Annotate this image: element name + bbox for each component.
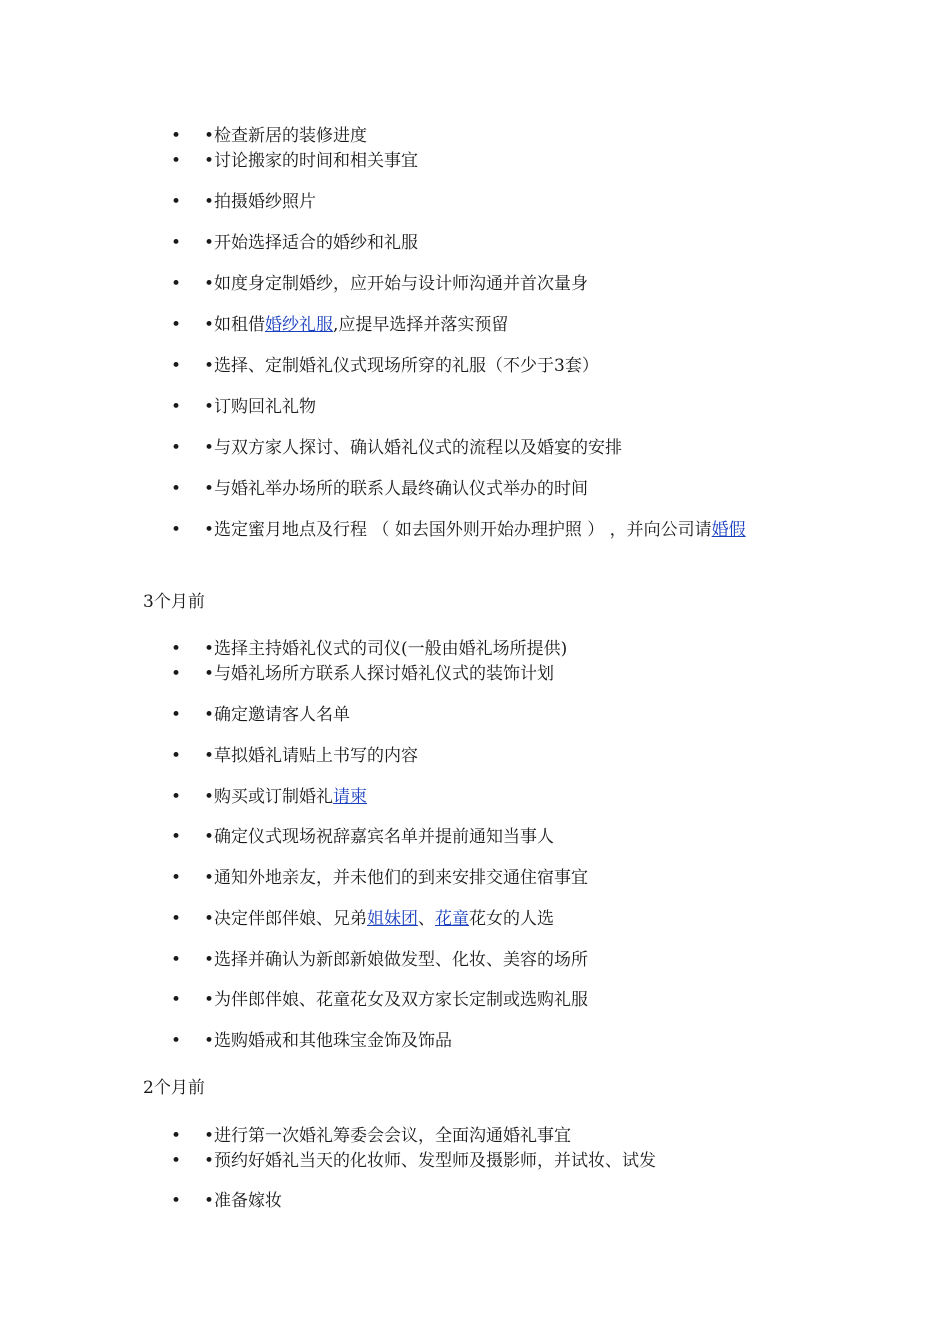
bullet: • — [171, 1151, 182, 1171]
list-item-text — [204, 518, 804, 543]
section-heading: 3个月前 — [143, 592, 205, 612]
bullet: • — [171, 950, 182, 970]
section-heading: 2个月前 — [143, 1078, 205, 1098]
list-item-text: •选择并确认为新郎新娘做发型、化妆、美容的场所 — [204, 950, 589, 970]
bullet: • — [171, 746, 182, 766]
bullet: • — [171, 315, 182, 335]
list-item-text — [204, 785, 804, 810]
bullet: • — [171, 520, 182, 540]
list-item-text — [204, 313, 804, 338]
list-item-text: •检查新居的装修进度 — [204, 126, 368, 146]
bullet: • — [171, 868, 182, 888]
bullet: • — [171, 990, 182, 1010]
bullet: • — [171, 126, 182, 146]
list-item-text: •与双方家人探讨、确认婚礼仪式的流程以及婚宴的安排 — [204, 438, 623, 458]
list-item-text — [204, 907, 804, 932]
text-segment: 花女的人选 — [469, 909, 555, 929]
bullet: • — [171, 1191, 182, 1211]
bullet: • — [171, 705, 182, 725]
bullet: • — [171, 1031, 182, 1051]
text-segment: •选定蜜月地点及行程 （ 如去国外则开始办理护照 ） ，并向公司请 — [204, 520, 712, 540]
bullet: • — [171, 479, 182, 499]
text-segment: •如租借 — [204, 315, 266, 335]
list-item-text: •通知外地亲友，并未他们的到来安排交通住宿事宜 — [204, 868, 589, 888]
link-invitation[interactable]: 请柬 — [333, 787, 368, 807]
list-item-text: •订购回礼礼物 — [204, 397, 317, 417]
text-segment: •购买或订制婚礼 — [204, 787, 334, 807]
bullet: • — [171, 909, 182, 929]
list-item-text: •确定邀请客人名单 — [204, 705, 351, 725]
bullet: • — [171, 356, 182, 376]
bullet: • — [171, 664, 182, 684]
list-item-text: •确定仪式现场祝辞嘉宾名单并提前通知当事人 — [204, 827, 555, 847]
bullet: • — [171, 787, 182, 807]
list-item-text: •拍摄婚纱照片 — [204, 192, 317, 212]
list-item-text: •草拟婚礼请贴上书写的内容 — [204, 746, 419, 766]
list-item-text: •开始选择适合的婚纱和礼服 — [204, 233, 419, 253]
bullet: • — [171, 274, 182, 294]
list-item-text: •选择主持婚礼仪式的司仪(一般由婚礼场所提供) — [204, 639, 568, 659]
bullet: • — [171, 397, 182, 417]
list-item-text: •进行第一次婚礼筹委会会议，全面沟通婚礼事宜 — [204, 1126, 572, 1146]
bullet: • — [171, 438, 182, 458]
list-item-text: •讨论搬家的时间和相关事宜 — [204, 151, 419, 171]
list-item-text: •选择、定制婚礼仪式现场所穿的礼服（不少于3套） — [204, 356, 599, 376]
link-wedding-leave[interactable]: 婚假 — [711, 520, 746, 540]
text-segment: •决定伴郎伴娘、兄弟 — [204, 909, 368, 929]
text-segment: ,应提早选择并落实预留 — [333, 315, 509, 335]
list-item-text: •与婚礼场所方联系人探讨婚礼仪式的装饰计划 — [204, 664, 555, 684]
list-item-text: •选购婚戒和其他珠宝金饰及饰品 — [204, 1031, 453, 1051]
bullet: • — [171, 639, 182, 659]
list-item-text: •为伴郎伴娘、花童花女及双方家长定制或选购礼服 — [204, 990, 589, 1010]
list-item-text: •与婚礼举办场所的联系人最终确认仪式举办的时间 — [204, 479, 589, 499]
link-wedding-dress[interactable]: 婚纱礼服 — [265, 315, 334, 335]
link-bridesmaids[interactable]: 姐妹团 — [367, 909, 419, 929]
list-item-text: •准备嫁妆 — [204, 1191, 283, 1211]
list-item-text: •如度身定制婚纱，应开始与设计师沟通并首次量身 — [204, 274, 589, 294]
text-segment: 、 — [418, 909, 436, 929]
bullet: • — [171, 1126, 182, 1146]
list-item-text: •预约好婚礼当天的化妆师、发型师及摄影师，并试妆、试发 — [204, 1151, 657, 1171]
bullet: • — [171, 233, 182, 253]
bullet: • — [171, 192, 182, 212]
bullet: • — [171, 827, 182, 847]
link-flower-children[interactable]: 花童 — [435, 909, 470, 929]
bullet: • — [171, 151, 182, 171]
